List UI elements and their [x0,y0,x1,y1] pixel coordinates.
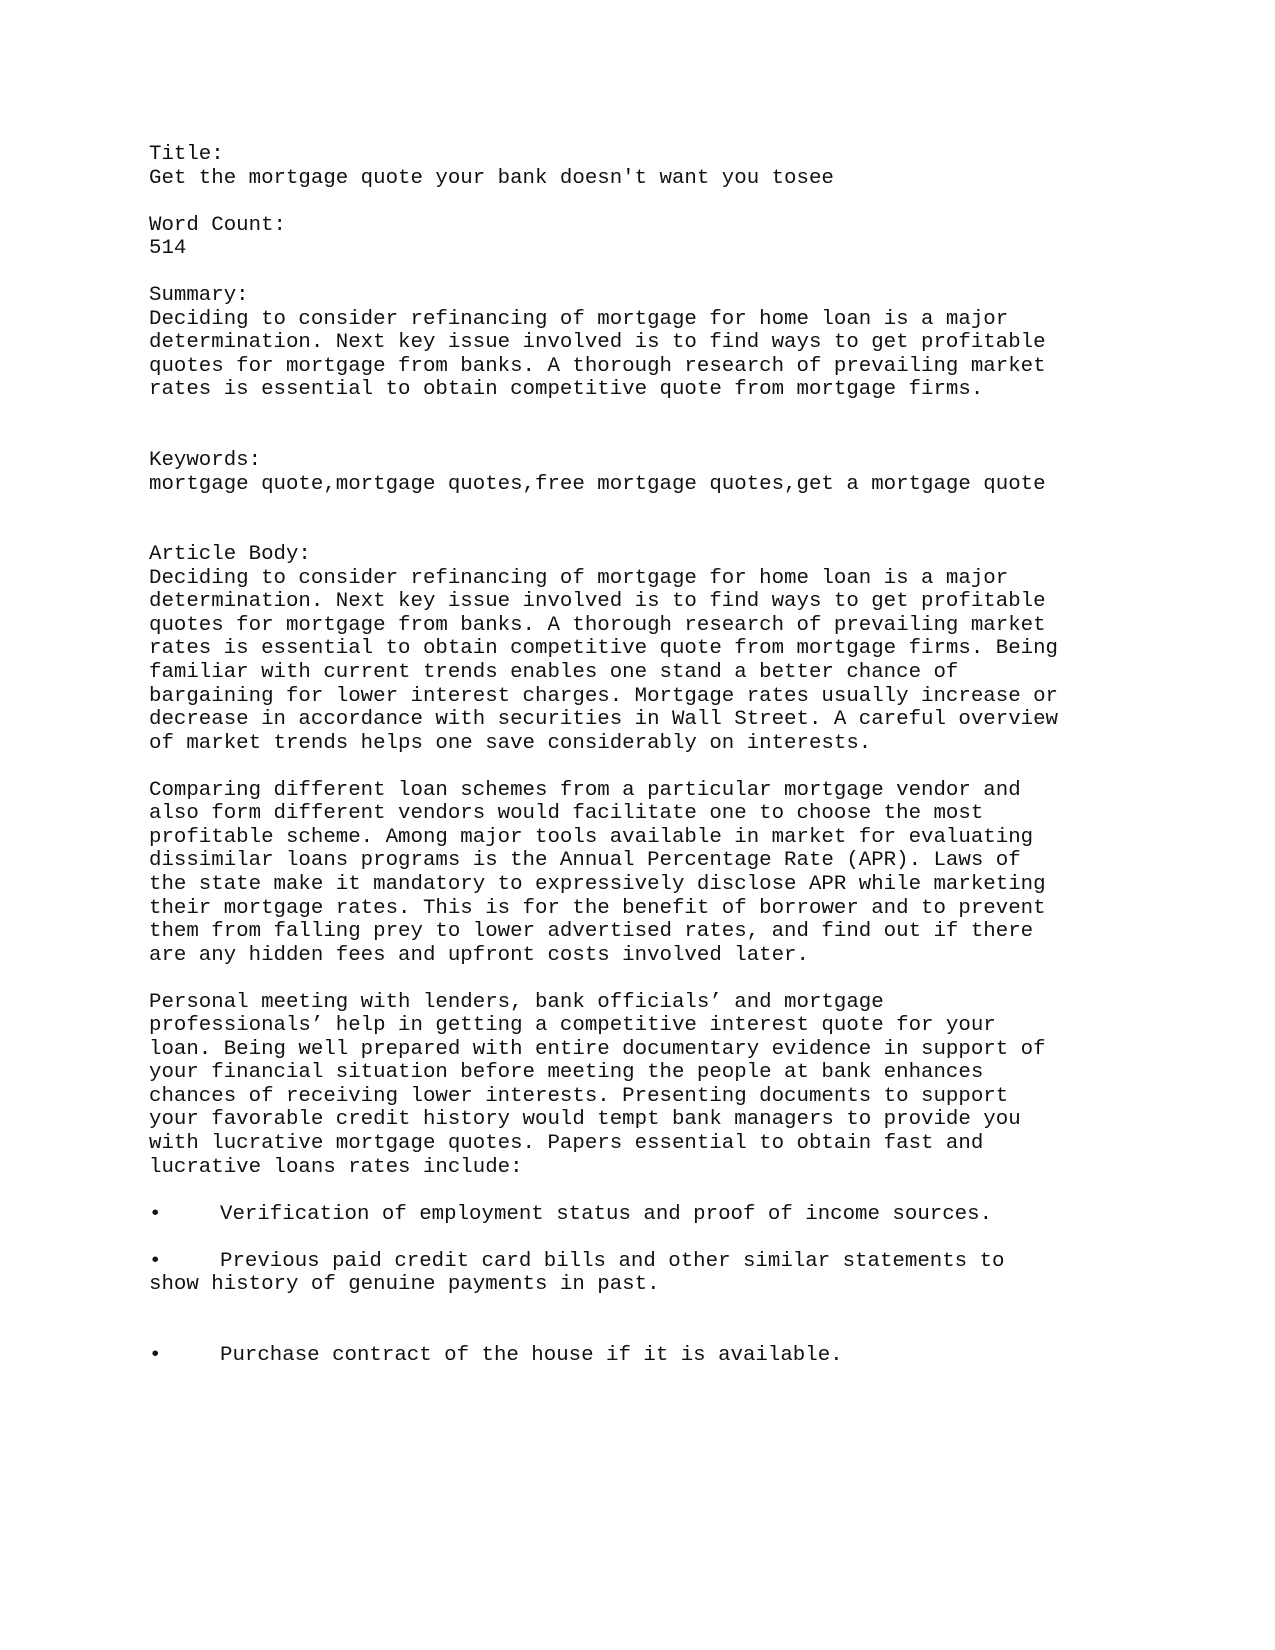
article-paragraph-line: professionals’ help in getting a competitive interest quote for your [149,1014,996,1038]
article-paragraph-line: your financial situation before meeting the people at bank enhances [149,1061,984,1085]
article-paragraph-line: are any hidden fees and upfront costs involved later. [149,943,809,967]
article-paragraph-line: Deciding to consider refinancing of mortgage for home loan is a major [149,566,1009,590]
bullet-item [149,1344,1058,1368]
article-paragraph-line: quotes for mortgage from banks. A thorough research of prevailing market [149,613,1046,637]
summary-text: quotes for mortgage from banks. A thorough research of prevailing market [149,354,1046,378]
blank-line [149,520,1058,544]
title-text: Get the mortgage quote your bank doesn't want you tosee [149,166,834,190]
keywords-label: Keywords: [149,449,262,473]
blank-line [149,261,1058,285]
blank-line [149,402,1058,426]
summary-text: rates is essential to obtain competitive quote from mortgage firms. [149,378,984,402]
article-paragraph-line: loan. Being well prepared with entire documentary evidence in support of [149,1037,1046,1061]
blank-line [149,190,1058,214]
blank-line [149,1297,1058,1321]
article-paragraph-line: your favorable credit history would tempt bank managers to provide you [149,1108,1021,1132]
blank-line [149,496,1058,520]
article-paragraph-line: familiar with current trends enables one stand a better chance of [149,661,959,685]
article-paragraph-line: dissimilar loans programs is the Annual Percentage Rate (APR). Laws of [149,849,1021,873]
article-paragraph-line: them from falling prey to lower advertised rates, and find out if there [149,920,1034,944]
bullet-icon: • [149,1343,162,1367]
bullet-item [149,1250,1058,1274]
article-paragraph-line: of market trends helps one save considerably on interests. [149,731,872,755]
article-paragraph-line: chances of receiving lower interests. Presenting documents to support [149,1084,1009,1108]
article-paragraph-line: also form different vendors would facilitate one to choose the most [149,802,984,826]
blank-line [149,755,1058,779]
article-paragraph-line: their mortgage rates. This is for the benefit of borrower and to prevent [149,896,1046,920]
article-paragraph-line: decrease in accordance with securities in Wall Street. A careful overview [149,708,1058,732]
summary-text: determination. Next key issue involved is to find ways to get profitable [149,331,1046,355]
article-body-label: Article Body: [149,543,311,567]
bullet-item [149,1203,1058,1227]
bullet-text-continued: show history of genuine payments in past. [149,1273,660,1297]
summary-text: Deciding to consider refinancing of mortgage for home loan is a major [149,307,1009,331]
document-page [149,143,1058,1367]
bullet-icon: • [149,1249,162,1273]
word-count-label: Word Count: [149,213,286,237]
bullet-text: Verification of employment status and proof of income sources. [220,1202,993,1226]
article-paragraph-line: determination. Next key issue involved is to find ways to get profitable [149,590,1046,614]
summary-label: Summary: [149,284,249,308]
blank-line [149,967,1058,991]
blank-line [149,426,1058,450]
article-paragraph-line: Personal meeting with lenders, bank officials’ and mortgage [149,990,884,1014]
bullet-text: Previous paid credit card bills and other similar statements to [220,1249,1005,1273]
article-paragraph-line: rates is essential to obtain competitive quote from mortgage firms. Being [149,637,1058,661]
article-paragraph-line: profitable scheme. Among major tools available in market for evaluating [149,825,1034,849]
bullet-text: Purchase contract of the house if it is available. [220,1343,843,1367]
article-paragraph-line: Comparing different loan schemes from a particular mortgage vendor and [149,778,1021,802]
blank-line [149,1179,1058,1203]
article-paragraph-line: the state make it mandatory to expressively disclose APR while marketing [149,872,1046,896]
article-paragraph-line: lucrative loans rates include: [149,1155,523,1179]
article-paragraph-line: with lucrative mortgage quotes. Papers essential to obtain fast and [149,1131,984,1155]
article-paragraph-line: bargaining for lower interest charges. Mortgage rates usually increase or [149,684,1058,708]
blank-line [149,1226,1058,1250]
title-label: Title: [149,143,224,166]
bullet-icon: • [149,1202,162,1226]
blank-line [149,1320,1058,1344]
keywords-text: mortgage quote,mortgage quotes,free mortgage quotes,get a mortgage quote [149,472,1046,496]
word-count-text: 514 [149,237,187,261]
